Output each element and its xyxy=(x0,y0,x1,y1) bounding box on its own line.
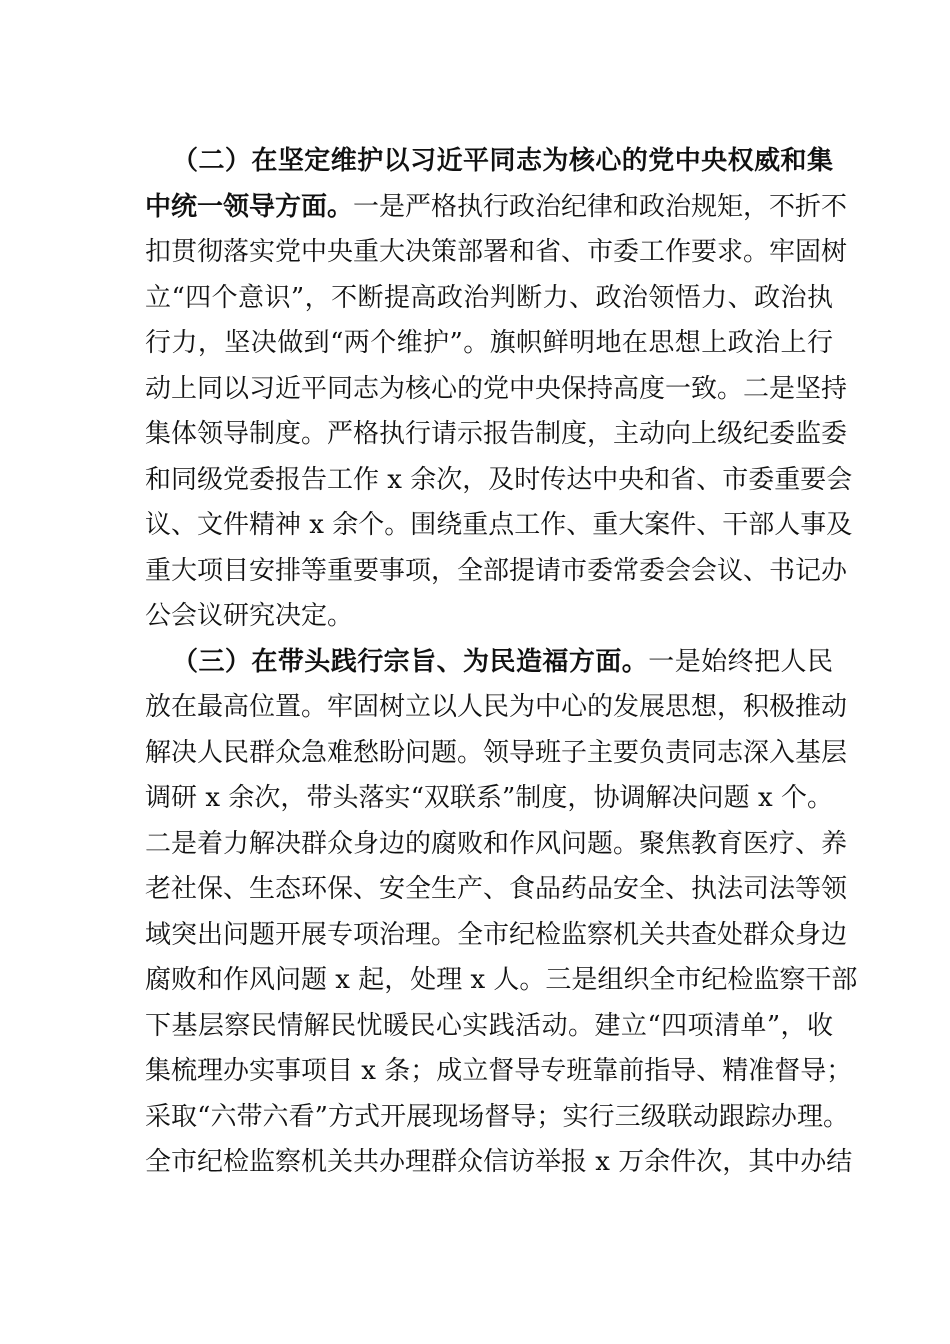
body-text: 老社保、生态环保、安全生产、食品药品安全、执法司法等领 xyxy=(145,874,848,904)
text-line xyxy=(145,640,833,686)
body-text: 动上同以习近平同志为核心的党中央保持高度一致。二是坚持 xyxy=(145,373,848,404)
text-line xyxy=(145,731,848,777)
body-text: 立“四个意识”，不断提高政治判断力、政治领悟力、政治执 xyxy=(145,282,833,313)
text-line xyxy=(145,958,858,1004)
text-line xyxy=(145,503,853,549)
body-text: 解决人民群众急难愁盼问题。领导班子主要负责同志深入基层 xyxy=(145,737,848,768)
paragraph xyxy=(145,640,858,1186)
text-line xyxy=(145,776,833,822)
body-text: 下基层察民情解民忧暖民心实践活动。建立“四项清单”，收 xyxy=(145,1010,833,1041)
body-text: 腐败和作风问题 x 起，处理 x 人。三是组织全市纪检监察干部 xyxy=(145,965,858,995)
body-text: 采取“六带六看”方式开展现场督导；实行三级联动跟踪办理。 xyxy=(145,1101,849,1132)
text-line xyxy=(145,685,848,731)
bold-heading-text: （二）在坚定维护以习近平同志为核心的党中央权威和集 xyxy=(172,146,833,176)
text-line xyxy=(145,230,848,276)
body-text: 集梳理办实事项目 x 条；成立督导专班靠前指导、精准督导； xyxy=(145,1056,853,1086)
text-line xyxy=(145,367,848,413)
body-text: 域突出问题开展专项治理。全市纪检监察机关共查处群众身边 xyxy=(145,919,848,950)
body-text: 二是着力解决群众身边的腐败和作风问题。聚焦教育医疗、养 xyxy=(145,828,848,859)
text-line xyxy=(145,1004,833,1050)
document-body xyxy=(145,139,858,1186)
text-line xyxy=(145,321,833,367)
body-text: 调研 x 余次，带头落实“双联系”制度，协调解决问题 x 个。 xyxy=(145,783,833,813)
body-text: 行力，坚决做到“两个维护”。旗帜鲜明地在思想上政治上行 xyxy=(145,328,833,358)
body-text: 集体领导制度。严格执行请示报告制度，主动向上级纪委监委 xyxy=(145,419,848,449)
text-line xyxy=(145,139,833,185)
body-text: 一是严格执行政治纪律和政治规矩，不折不 xyxy=(353,191,848,222)
body-text: 重大项目安排等重要事项，全部提请市委常委会会议、书记办 xyxy=(145,555,848,586)
text-line xyxy=(145,412,848,458)
text-line xyxy=(145,458,853,504)
text-line xyxy=(145,867,848,913)
text-line xyxy=(145,822,848,868)
bold-heading-text: 中统一领导方面。 xyxy=(145,191,354,222)
body-text: 和同级党委报告工作 x 余次，及时传达中央和省、市委重要会 xyxy=(145,464,853,495)
body-text: 扣贯彻落实党中央重大决策部署和省、市委工作要求。牢固树 xyxy=(145,237,848,267)
body-text: 一是始终把人民 xyxy=(648,646,833,677)
text-line xyxy=(145,1095,849,1141)
text-line xyxy=(145,549,848,595)
body-text: 公会议研究决定。 xyxy=(145,601,354,631)
paragraph xyxy=(145,139,853,640)
text-line xyxy=(145,1049,853,1095)
bold-heading-text: （三）在带头践行宗旨、为民造福方面。 xyxy=(172,646,649,677)
body-text: 议、文件精神 x 余个。围绕重点工作、重大案件、干部人事及 xyxy=(145,510,853,540)
text-line xyxy=(145,594,833,640)
text-line xyxy=(145,276,833,322)
text-line xyxy=(145,185,848,231)
text-line xyxy=(145,913,848,959)
text-line xyxy=(145,1140,853,1186)
body-text: 放在最高位置。牢固树立以人民为中心的发展思想，积极推动 xyxy=(145,692,848,722)
body-text: 全市纪检监察机关共办理群众信访举报 x 万余件次，其中办结 xyxy=(145,1147,853,1177)
